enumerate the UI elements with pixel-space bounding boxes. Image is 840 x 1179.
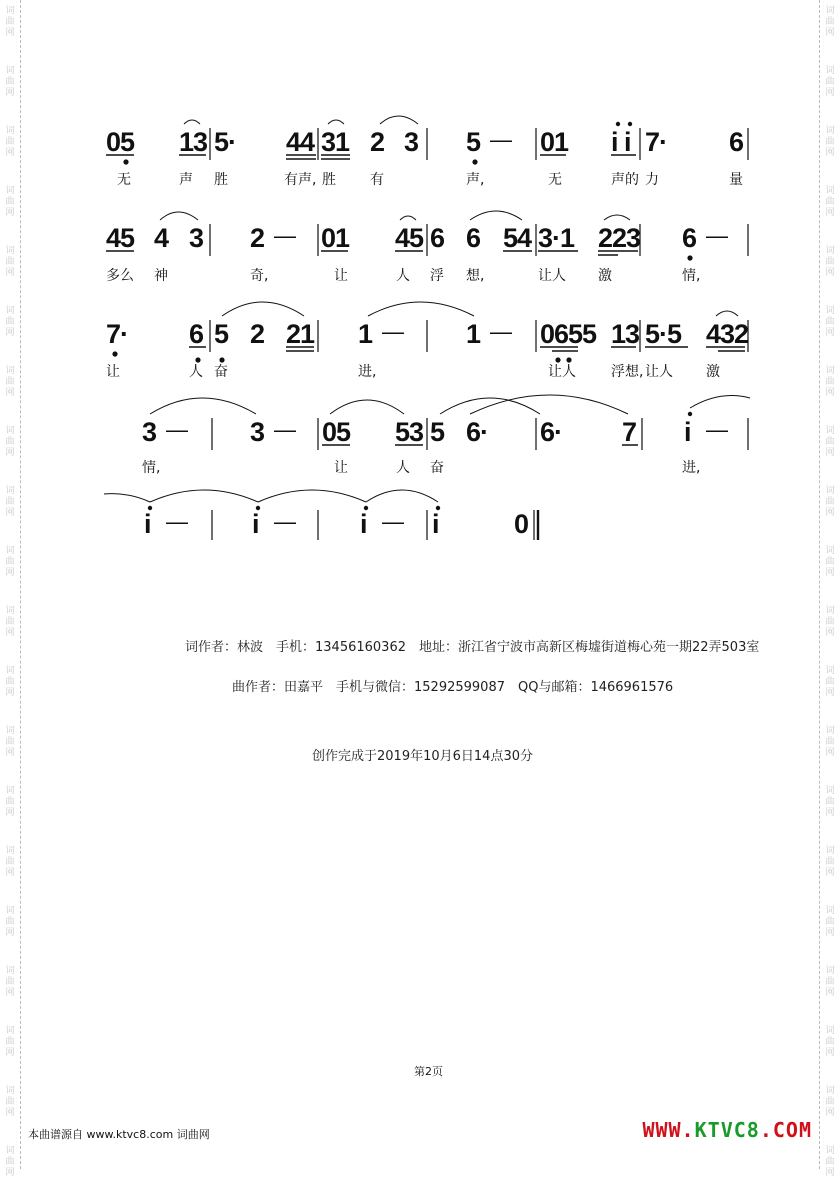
note: 223 bbox=[598, 223, 641, 253]
side-watermark: 词 曲 网 bbox=[825, 666, 835, 698]
side-watermark: 词 曲 网 bbox=[5, 546, 15, 578]
note: 01 bbox=[321, 223, 350, 253]
side-watermark: 词 曲 网 bbox=[825, 1086, 835, 1118]
note: 2 bbox=[250, 223, 265, 253]
note: 3 bbox=[250, 417, 265, 447]
note: 53 bbox=[395, 417, 424, 447]
note: 54 bbox=[503, 223, 532, 253]
side-watermark: 词 曲 网 bbox=[5, 306, 15, 338]
note: 2 bbox=[370, 127, 385, 157]
lyric: 情, bbox=[682, 268, 701, 284]
low-dot bbox=[687, 255, 692, 260]
dash: — bbox=[706, 417, 727, 442]
side-watermark: 词 曲 网 bbox=[5, 186, 15, 218]
lyric: 让人 bbox=[645, 364, 673, 380]
lyric: 浮想, bbox=[611, 364, 644, 380]
side-watermark: 词 曲 网 bbox=[825, 1146, 835, 1178]
lyric: 胜 bbox=[214, 172, 228, 188]
side-watermark: 词 曲 网 bbox=[5, 66, 15, 98]
lyric: 无 bbox=[117, 172, 131, 188]
slur bbox=[184, 120, 200, 124]
low-dot bbox=[112, 351, 117, 356]
side-watermark: 词 曲 网 bbox=[825, 1026, 835, 1058]
side-watermark: 词 曲 网 bbox=[825, 66, 835, 98]
lyric: 有 bbox=[370, 172, 384, 188]
note: 45 bbox=[395, 223, 424, 253]
slur bbox=[222, 302, 304, 316]
note: 6· bbox=[466, 417, 489, 447]
side-watermark: 词 曲 网 bbox=[825, 366, 835, 398]
side-watermark: 词 曲 网 bbox=[5, 1026, 15, 1058]
lyric: 声的 bbox=[611, 172, 639, 188]
note: i bbox=[252, 509, 259, 539]
side-watermark: 词 曲 网 bbox=[5, 126, 15, 158]
side-watermark: 词 曲 网 bbox=[825, 606, 835, 638]
side-watermark: 词 曲 网 bbox=[5, 1086, 15, 1118]
note: i i bbox=[611, 127, 631, 157]
side-watermark: 词 曲 网 bbox=[5, 906, 15, 938]
lyric: 奋 bbox=[430, 460, 444, 476]
logo-main: KTVC8 bbox=[694, 1118, 760, 1142]
note: 3 bbox=[404, 127, 419, 157]
side-watermark: 词 曲 网 bbox=[5, 1146, 15, 1178]
note: 13 bbox=[611, 319, 640, 349]
slur bbox=[328, 120, 344, 124]
dash: — bbox=[490, 319, 511, 344]
side-watermark: 词 曲 网 bbox=[5, 966, 15, 998]
side-watermark: 词 曲 网 bbox=[825, 846, 835, 878]
side-watermark: 词 曲 网 bbox=[825, 186, 835, 218]
lyric: 有声, bbox=[284, 172, 317, 188]
slur bbox=[400, 216, 416, 220]
lyric: 激 bbox=[598, 268, 612, 284]
staff-row-2 bbox=[0, 216, 840, 296]
high-dot bbox=[628, 122, 632, 126]
side-watermark: 词 曲 网 bbox=[825, 246, 835, 278]
note: 3 bbox=[189, 223, 204, 253]
note: 13 bbox=[179, 127, 208, 157]
lyric: 声 bbox=[179, 172, 193, 188]
lyric: 进, bbox=[358, 364, 377, 380]
low-dot bbox=[219, 357, 224, 362]
page-number: 第2页 bbox=[414, 1065, 443, 1078]
note: 5 bbox=[430, 417, 445, 447]
note: 5 bbox=[466, 127, 481, 157]
staff-row-5 bbox=[0, 506, 840, 556]
staff-row-4 bbox=[0, 410, 840, 490]
slur bbox=[690, 396, 750, 408]
lyric: 想, bbox=[466, 268, 485, 284]
low-dot bbox=[123, 159, 128, 164]
lyric: 人 bbox=[189, 364, 203, 380]
side-watermark: 词 曲 网 bbox=[825, 486, 835, 518]
lyric: 让 bbox=[334, 460, 348, 476]
low-dot bbox=[472, 159, 477, 164]
lyric: 神 bbox=[154, 268, 168, 284]
lyric: 浮 bbox=[430, 268, 444, 284]
note: 1 bbox=[358, 319, 373, 349]
dash: — bbox=[166, 509, 187, 534]
slur bbox=[150, 490, 258, 502]
lyric: 多么 bbox=[106, 268, 134, 284]
side-watermark: 词 曲 网 bbox=[5, 486, 15, 518]
lyric: 胜 bbox=[322, 172, 336, 188]
note: 05 bbox=[322, 417, 351, 447]
note: 432 bbox=[706, 319, 749, 349]
note: 5· bbox=[214, 127, 237, 157]
dash: — bbox=[274, 223, 295, 248]
note: 4 bbox=[154, 223, 169, 253]
lyric: 无 bbox=[548, 172, 562, 188]
note: 0 bbox=[514, 509, 529, 539]
staff-row-3 bbox=[0, 312, 840, 392]
dash: — bbox=[382, 319, 403, 344]
note: 1 bbox=[466, 319, 481, 349]
slur bbox=[104, 494, 150, 502]
lyric: 让 bbox=[106, 364, 120, 380]
side-watermark: 词 曲 网 bbox=[825, 906, 835, 938]
note: i bbox=[432, 509, 439, 539]
side-watermark: 词 曲 网 bbox=[825, 966, 835, 998]
slur bbox=[330, 400, 404, 414]
dash: — bbox=[490, 127, 511, 152]
note: 7· bbox=[106, 319, 129, 349]
lyric: 让 bbox=[334, 268, 348, 284]
note: 2 bbox=[250, 319, 265, 349]
lyric: 让人 bbox=[538, 268, 566, 284]
dash: — bbox=[166, 417, 187, 442]
side-watermark: 词 曲 网 bbox=[5, 6, 15, 38]
note: 31 bbox=[321, 127, 350, 157]
low-dot bbox=[195, 357, 200, 362]
side-watermark: 词 曲 网 bbox=[825, 426, 835, 458]
dash: — bbox=[382, 509, 403, 534]
note: 5 bbox=[214, 319, 229, 349]
lyric: 声, bbox=[466, 172, 485, 188]
note: 3 bbox=[142, 417, 157, 447]
note: i bbox=[360, 509, 367, 539]
slur bbox=[160, 212, 198, 220]
composer-credit: 曲作者：田嘉平 手机与微信：15292599087 QQ与邮箱：1466961576 bbox=[232, 680, 674, 695]
note: 6 bbox=[729, 127, 744, 157]
slur bbox=[150, 398, 256, 414]
lyric: 情, bbox=[142, 460, 161, 476]
note: 05 bbox=[106, 127, 135, 157]
note: 6 bbox=[682, 223, 697, 253]
note: 7· bbox=[645, 127, 668, 157]
low-dot bbox=[566, 357, 571, 362]
side-watermark: 词 曲 网 bbox=[5, 846, 15, 878]
logo-suffix: .COM bbox=[759, 1118, 812, 1142]
lyric: 激 bbox=[706, 364, 720, 380]
note: 6 bbox=[430, 223, 445, 253]
lyric: 奋 bbox=[214, 364, 228, 380]
note: 44 bbox=[286, 127, 315, 157]
side-watermark: 词 曲 网 bbox=[5, 366, 15, 398]
note: 7 bbox=[622, 417, 637, 447]
slur bbox=[716, 311, 738, 316]
source-note: 本曲谱源自 www.ktvc8.com 词曲网 bbox=[28, 1128, 210, 1141]
slur bbox=[366, 490, 438, 502]
high-dot bbox=[616, 122, 620, 126]
side-watermark: 词 曲 网 bbox=[5, 606, 15, 638]
side-watermark: 词 曲 网 bbox=[825, 546, 835, 578]
lyric: 力 bbox=[645, 172, 659, 188]
side-watermark: 词 曲 网 bbox=[5, 666, 15, 698]
side-watermark: 词 曲 网 bbox=[825, 786, 835, 818]
slur bbox=[470, 211, 522, 220]
high-dot bbox=[688, 412, 692, 416]
slur bbox=[604, 215, 630, 220]
low-dot bbox=[555, 357, 560, 362]
lyric: 量 bbox=[729, 172, 743, 188]
site-logo bbox=[642, 1118, 812, 1142]
side-watermark: 词 曲 网 bbox=[5, 246, 15, 278]
side-watermark: 词 曲 网 bbox=[5, 786, 15, 818]
note: 21 bbox=[286, 319, 315, 349]
row-5-marks bbox=[0, 506, 840, 556]
side-watermark: 词 曲 网 bbox=[825, 126, 835, 158]
logo-prefix: WWW. bbox=[642, 1118, 695, 1142]
side-watermark: 词 曲 网 bbox=[825, 726, 835, 758]
lyric: 让人 bbox=[548, 364, 576, 380]
staff-row-1 bbox=[0, 120, 840, 200]
note: 01 bbox=[540, 127, 569, 157]
note: 6 bbox=[189, 319, 204, 349]
note: i bbox=[144, 509, 151, 539]
dash: — bbox=[274, 509, 295, 534]
side-watermark: 词 曲 网 bbox=[825, 6, 835, 38]
note: 6· bbox=[540, 417, 563, 447]
side-watermark: 词 曲 网 bbox=[5, 726, 15, 758]
completion-date: 创作完成于2019年10月6日14点30分 bbox=[312, 749, 533, 764]
side-watermark: 词 曲 网 bbox=[825, 306, 835, 338]
dash: — bbox=[706, 223, 727, 248]
note: 6 bbox=[466, 223, 481, 253]
note: i bbox=[684, 417, 691, 447]
lyricist-credit: 词作者：林波 手机：13456160362 地址：浙江省宁波市高新区梅墟街道梅心苑一期22弄503室 bbox=[185, 640, 760, 655]
slur bbox=[368, 302, 474, 316]
note: 0655 bbox=[540, 319, 597, 349]
slur bbox=[258, 490, 366, 502]
lyric: 奇, bbox=[250, 268, 269, 284]
note: 45 bbox=[106, 223, 135, 253]
note: 5·5 bbox=[645, 319, 682, 349]
lyric: 人 bbox=[396, 268, 410, 284]
slur bbox=[380, 116, 418, 124]
side-watermark: 词 曲 网 bbox=[5, 426, 15, 458]
lyric: 进, bbox=[682, 460, 701, 476]
note: 3·1 bbox=[538, 223, 575, 253]
lyric: 人 bbox=[396, 460, 410, 476]
dash: — bbox=[274, 417, 295, 442]
